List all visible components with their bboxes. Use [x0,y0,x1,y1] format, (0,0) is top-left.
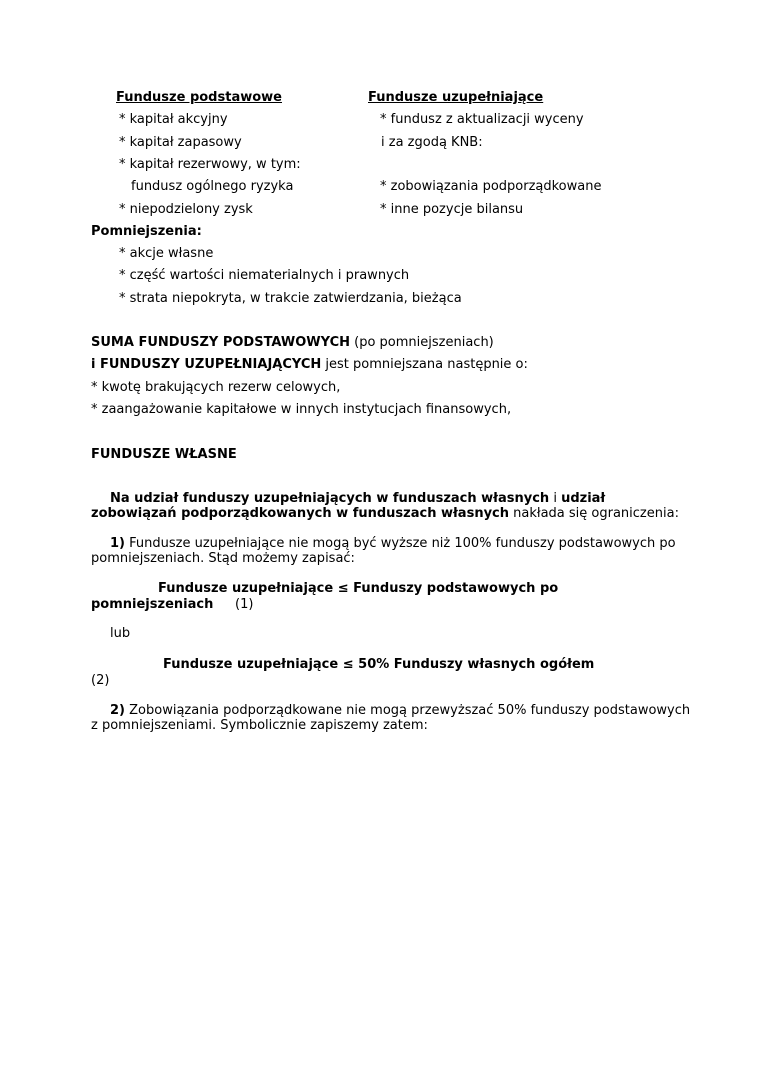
limit-point-2-text: Zobowiązania podporządkowane nie mogą przewyższać 50% funduszy podstawowych z pomniejszeniami. Symbolicznie zapiszemy zatem: [91,703,691,733]
suma-basic-bold: SUMA FUNDUSZY PODSTAWOWYCH [91,335,351,350]
limit-point-2-number: 2) [110,703,125,718]
basic-fund-item: * kapitał akcyjny [119,112,228,127]
supplementary-fund-item: * inne pozycje bilansu [380,202,524,217]
basic-funds-header: Fundusze podstawowe [116,90,282,105]
limits-intro-bold-2: udział zobowiązań podporządkowanych w funduszach własnych [91,491,606,521]
suma-item: * zaangażowanie kapitałowe w innych instytucjach finansowych, [91,402,512,417]
supplementary-fund-note: i za zgodą KNB: [381,135,483,150]
formula-2-line: Fundusze uzupełniające ≤ 50% Funduszy własnych ogółem [163,657,595,672]
supplementary-fund-item: * zobowiązania podporządkowane [380,179,602,194]
basic-fund-item: * niepodzielony zysk [119,202,253,217]
limit-point-1 [91,536,691,566]
suma-line-1 [91,335,494,351]
suma-item: * kwotę brakujących rezerw celowych, [91,380,341,395]
or-label: lub [110,626,131,641]
formula-1-line-1: Fundusze uzupełniające ≤ Funduszy podstawowych po [158,581,559,596]
formula-2-number: (2) [91,673,110,688]
suma-supplementary-bold: i FUNDUSZY UZUPEŁNIAJĄCYCH [91,357,322,372]
limits-intro-bold-1: Na udział funduszy uzupełniających w funduszach własnych [110,491,550,506]
deductions-title: Pomniejszenia: [91,224,202,239]
deduction-item: * część wartości niematerialnych i prawnych [119,268,410,283]
basic-fund-item: * kapitał rezerwowy, w tym: [119,157,301,172]
limit-point-1-number: 1) [110,536,125,551]
suma-basic-rest: (po pomniejszeniach) [350,335,494,350]
formula-1-line-2: pomniejszeniach [91,597,214,612]
limit-point-2 [91,703,691,733]
basic-fund-item: * kapitał zapasowy [119,135,242,150]
supplementary-fund-item: * fundusz z aktualizacji wyceny [380,112,584,127]
own-funds-title: FUNDUSZE WŁASNE [91,447,237,462]
deduction-item: * akcje własne [119,246,214,261]
limit-point-1-text: Fundusze uzupełniające nie mogą być wyższe niż 100% funduszy podstawowych po pomniejszeniach. Stąd możemy zapisać: [91,536,676,566]
limits-intro-rest: nakłada się ograniczenia: [509,506,679,521]
basic-fund-subitem: fundusz ogólnego ryzyka [131,179,294,194]
formula-1-number: (1) [235,597,254,612]
limits-intro-mid: i [549,491,562,506]
limits-intro [91,491,691,521]
suma-supplementary-rest: jest pomniejszana następnie o: [321,357,528,372]
deduction-item: * strata niepokryta, w trakcie zatwierdzania, bieżąca [119,291,462,306]
suma-line-2 [91,357,528,373]
supplementary-funds-header: Fundusze uzupełniające [368,90,544,105]
